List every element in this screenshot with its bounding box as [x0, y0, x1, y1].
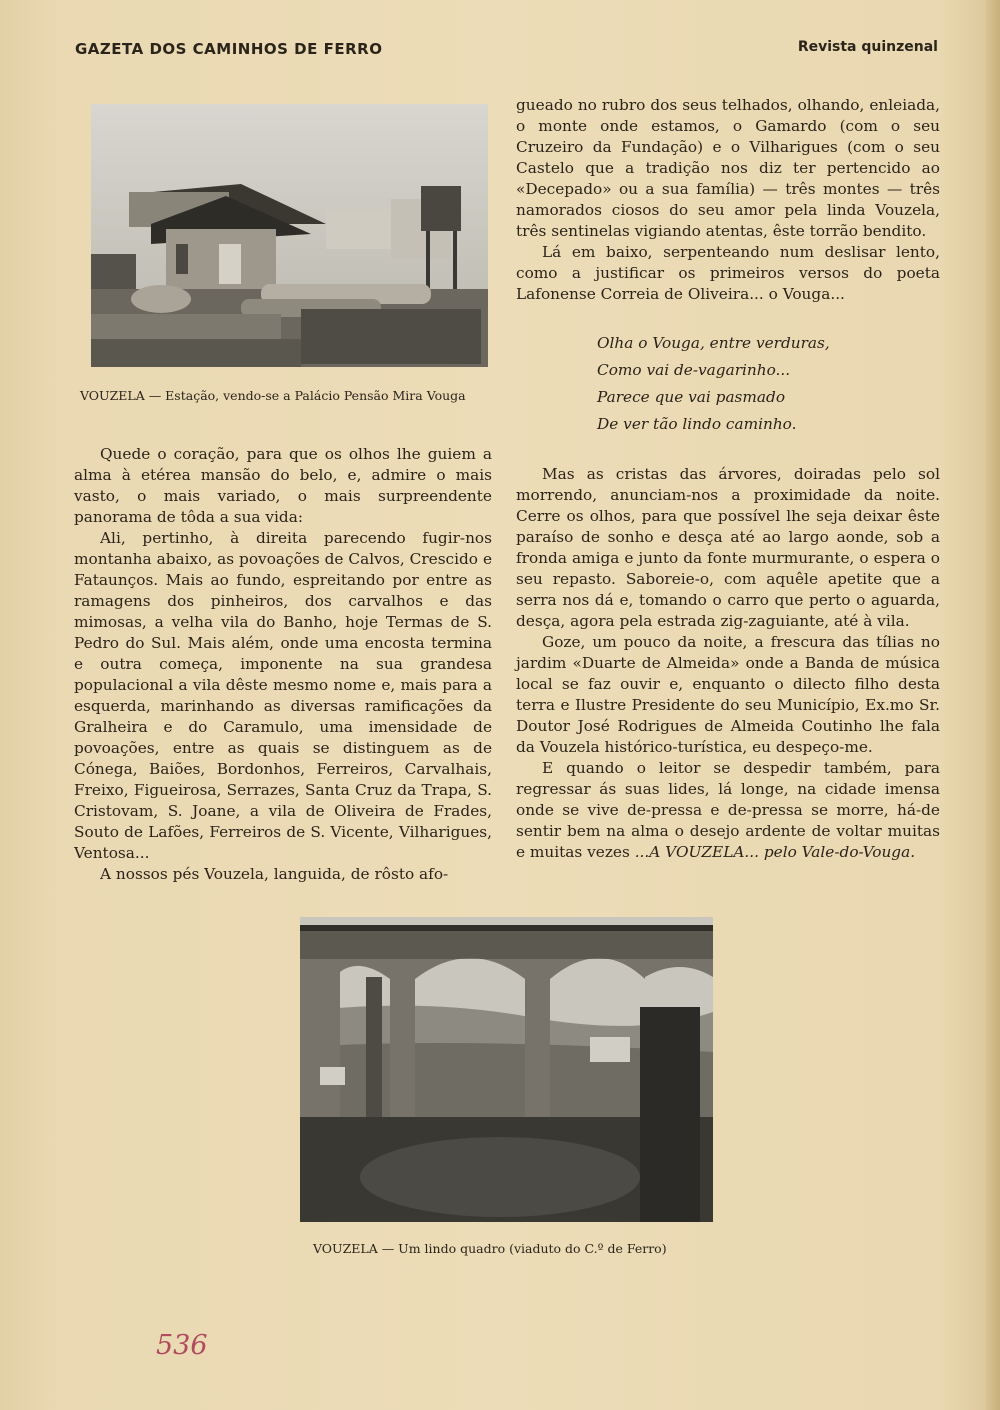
right-column-top [516, 95, 940, 305]
journal-subtitle: Revista quinzenal [797, 39, 938, 55]
paragraph-text: E quando o leitor se despedir também, para regressar ás suas lides, lá longe, na cidade imensa onde se vive de-pressa e de-pressa se morre, há-de sentir bem na alma o desejo ardente de voltar muitas e muitas vezes [516, 759, 940, 861]
right-column-bottom [516, 464, 940, 863]
journal-title: GAZETA DOS CAMINHOS DE FERRO [75, 40, 383, 58]
paragraph: Mas as cristas das árvores, doiradas pelo sol morrendo, anunciam-nos a proximidade da noite. Cerre os olhos, para que possível lhe seja deixar êste paraíso de sonho e desça até ao largo aonde, sob a fronda amiga e junto da fonte murmurante, o espera o seu repasto. Saboreie-o, com aquêle apetite que a serra nos dá e, tomando o carro que perto o aguarda, desça, agora pela estrada zig-zaguiante, até à vila. [516, 465, 940, 630]
paragraph: A nossos pés Vouzela, languida, de rôsto afo- [100, 865, 449, 883]
paragraph [516, 758, 940, 863]
viaduct-photo-caption: VOUZELA — Um lindo quadro (viaduto do C.º de Ferro) [313, 1241, 667, 1256]
paragraph: Ali, pertinho, à direita parecendo fugir-nos montanha abaixo, as povoações de Calvos, Crescido e Fataunços. Mais ao fundo, espreitando por entre as ramagens dos pinheiros, dos carvalhos e das mimosas, a velha vila do Banho, hoje Termas de S. Pedro do Sul. Mais além, onde uma encosta termina e outra começa, imponente na sua grandesa populacional a vila dêste mesmo nome e, mais para a esquerda, marinhando as diversas ramificações da Gralheira e do Caramulo, uma imensidade de povoações, entre as quais se distinguem as de Cónega, Baiões, Bordonhos, Ferreiros, Carvalhais, Freixo, Figueirosa, Serrazes, Santa Cruz da Trapa, S. Cristovam, S. Joane, a vila de Oliveira de Frades, Souto de Lafões, Ferreiros de S. Vicente, Vilharigues, Ventosa... [74, 529, 492, 862]
poem-line: Parece que vai pasmado [597, 388, 786, 406]
paragraph: Quede o coração, para que os olhos lhe guiem a alma à etérea mansão do belo, e, admire o mais vasto, o mais variado, o mais surpreendente panorama de tôda a sua vida: [74, 445, 492, 526]
paragraph: Lá em baixo, serpenteando num deslisar lento, como a justificar os primeiros versos do poeta Lafonense Correia de Oliveira... o Vouga... [516, 243, 940, 303]
station-photo-caption: VOUZELA — Estação, vendo-se a Palácio Pensão Mira Vouga [80, 388, 466, 403]
poem-line: De ver tão lindo caminho. [597, 415, 797, 433]
page-edge [986, 0, 1000, 1410]
poem [597, 330, 830, 438]
page-number: 536 [156, 1330, 208, 1361]
station-photo [91, 104, 488, 367]
closing-phrase: ...A VOUZELA... pelo Vale-do-Vouga. [634, 843, 916, 861]
poem-line: Como vai de-vagarinho... [597, 361, 791, 379]
left-column [74, 444, 492, 885]
paragraph: Goze, um pouco da noite, a frescura das tílias no jardim «Duarte de Almeida» onde a Banda de música local se faz ouvir e, enquanto o dilecto filho desta terra e Ilustre Presidente do seu Município, Ex.mo Sr. Doutor José Rodrigues de Almeida Coutinho lhe fala da Vouzela histórico-turística, eu despeço-me. [516, 633, 940, 756]
viaduct-photo [300, 917, 713, 1222]
paragraph: gueado no rubro dos seus telhados, olhando, enleiada, o monte onde estamos, o Gamardo (com o seu Cruzeiro da Fundação) e o Vilharigues (com o seu Castelo que a tradição nos diz ter pertencido ao «Decepado» ou a sua família) — três montes — três namorados ciosos do seu amor pela linda Vouzela, três sentinelas vigiando atentas, êste torrão bendito. [516, 96, 940, 240]
poem-line: Olha o Vouga, entre verduras, [597, 334, 830, 352]
